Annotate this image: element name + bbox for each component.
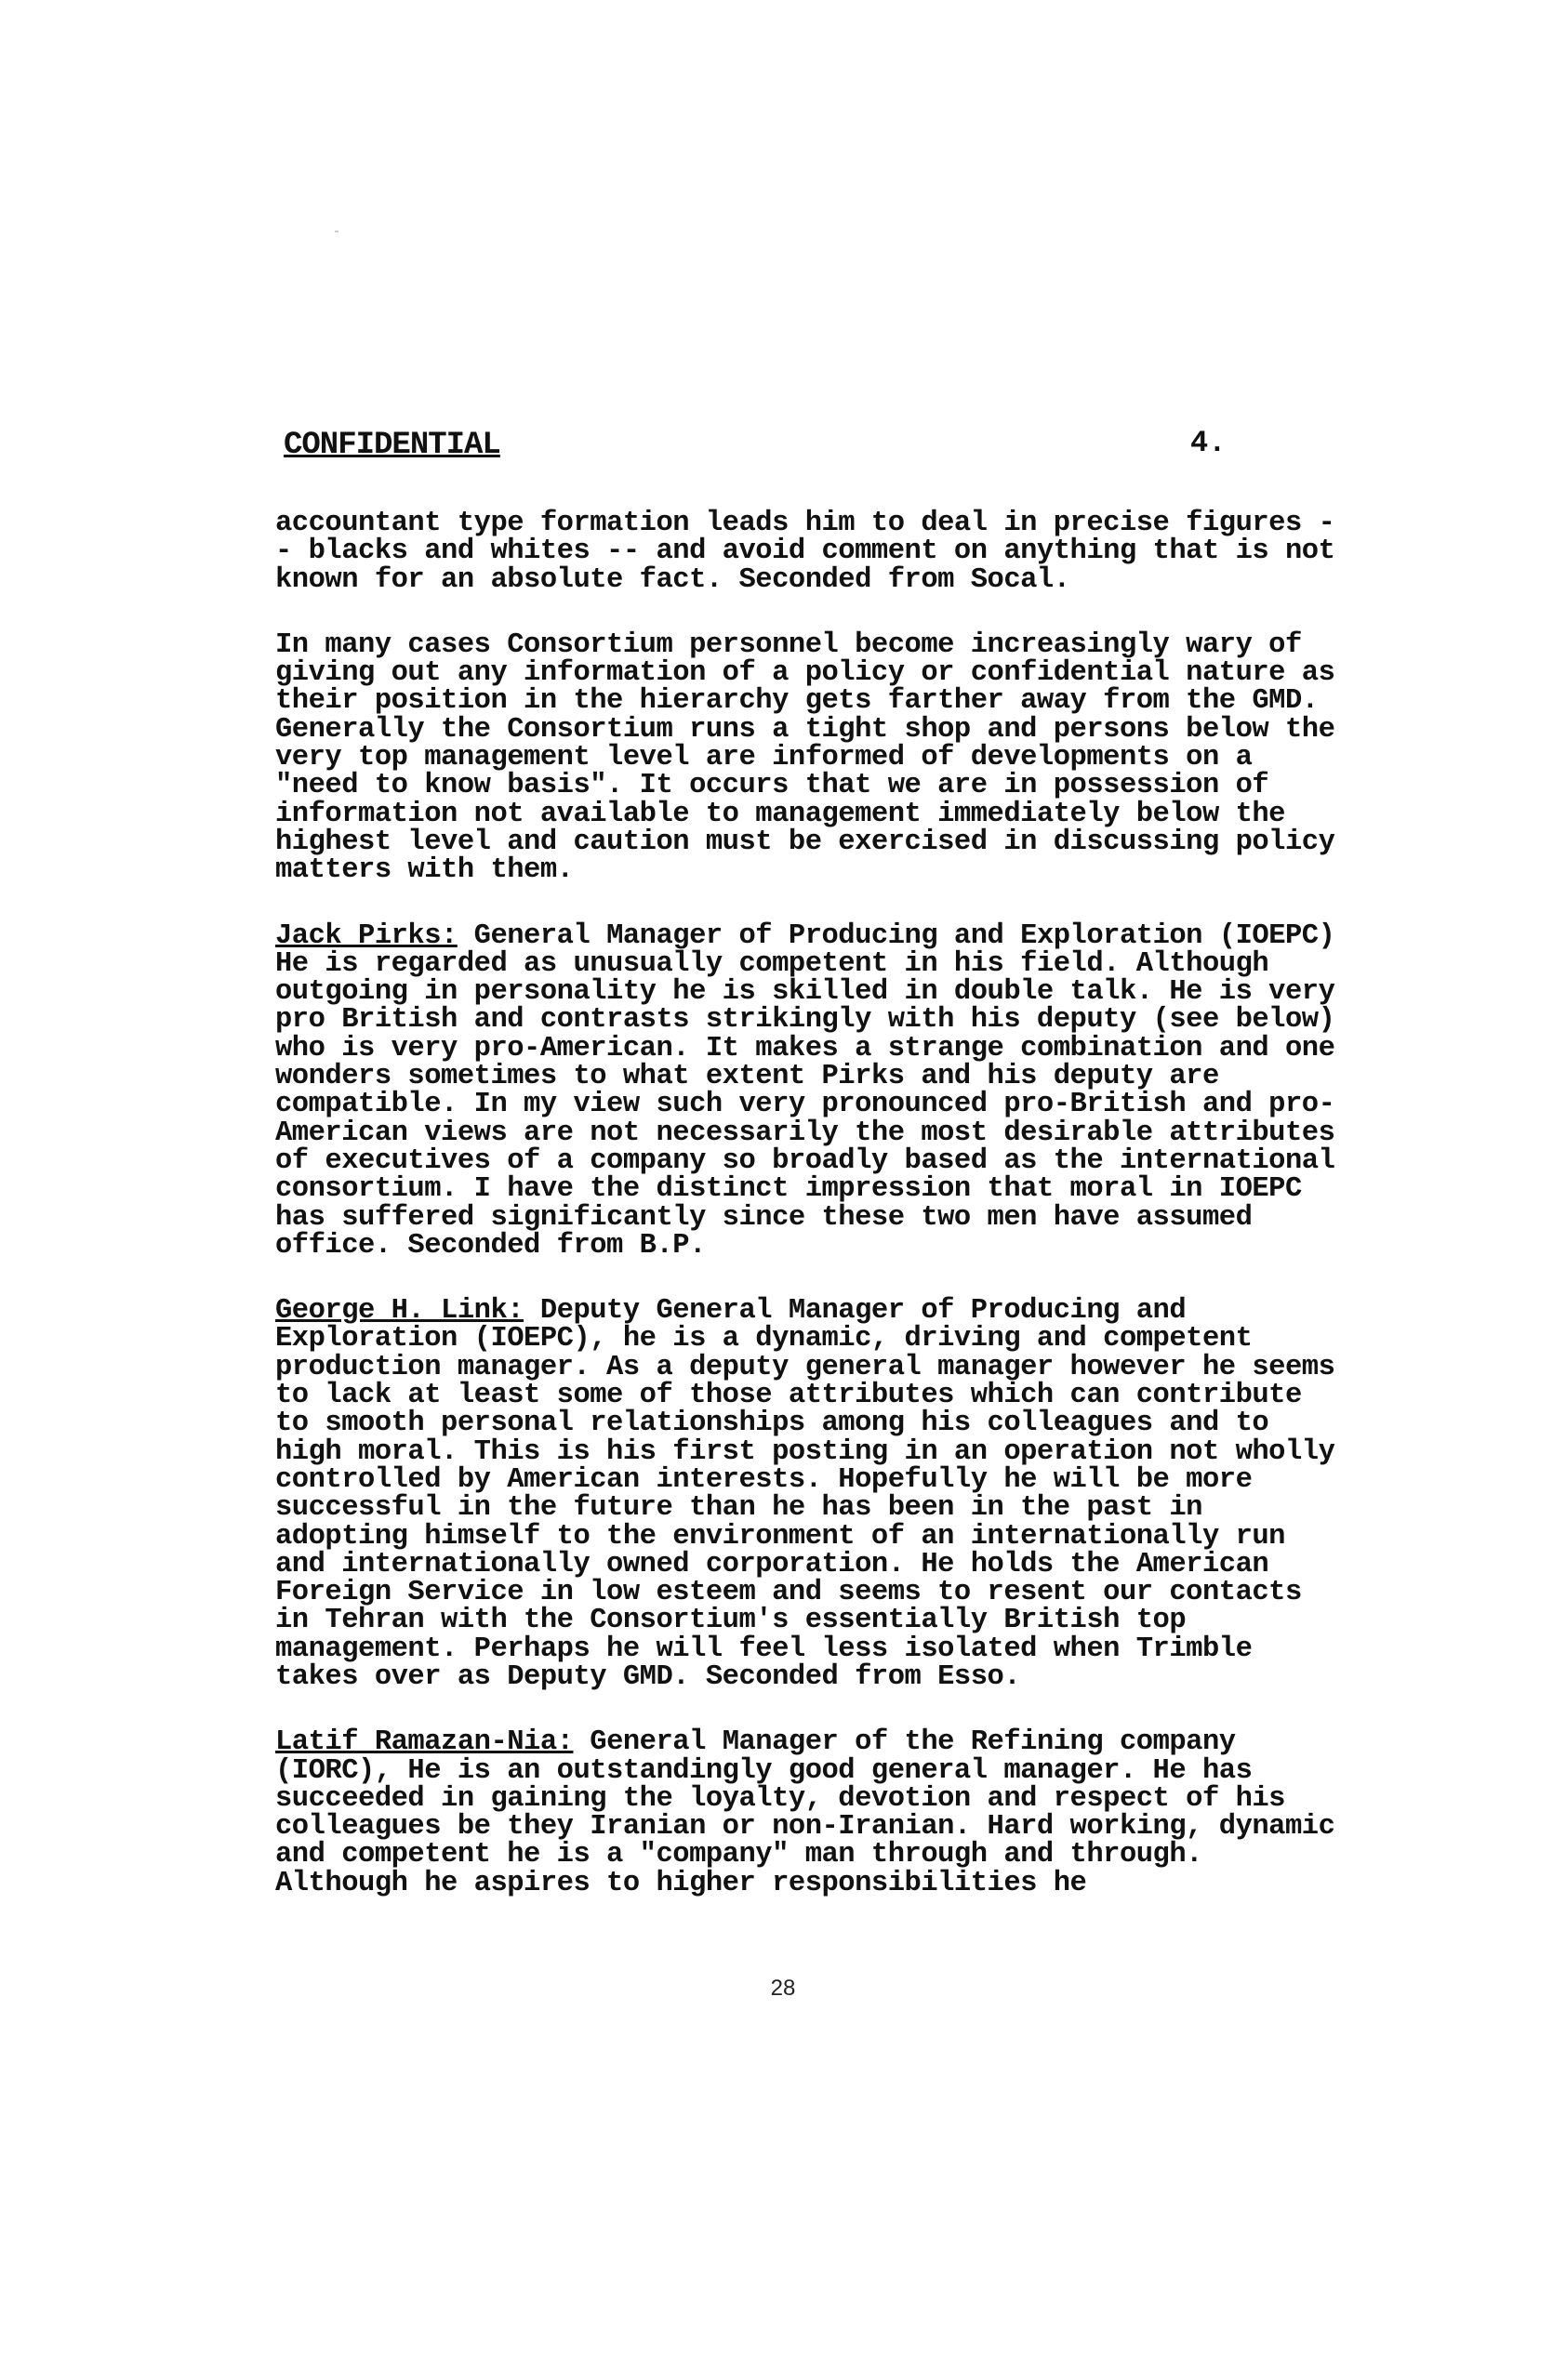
classification-label: CONFIDENTIAL	[284, 428, 500, 463]
internal-page-number: 4.	[1190, 426, 1227, 460]
page-number: 28	[770, 1976, 796, 2001]
paragraph-text: General Manager of Producing and Exploration (IOEPC) He is regarded as unusually competent in his field. Although outgoing in personality he is skilled in double talk. He is very pro British and contrasts strikingly with his deputy (see below) who is very pro-American. It makes a strange combination and one wonders sometimes to what extent Pirks and his deputy are compatible. In my view such very pronounced pro-British and pro-American views are not necessarily the most desirable attributes of executives of a company so broadly based as the international consortium. I have the distinct impression that moral in IOEPC has suffered significantly since these two men have assumed office. Seconded from B.P.	[275, 919, 1335, 1262]
paragraph-continuation	[275, 509, 1335, 594]
document-body	[275, 509, 1335, 1935]
paragraph-text: accountant type formation leads him to deal in precise figures -- blacks and whites -- and avoid comment on anything that is not known for an absolute fact. Seconded from Socal.	[275, 508, 1335, 596]
paragraph-text: General Manager of the Refining company (IORC), He is an outstandingly good general manager. He has succeeded in gaining the loyalty, devotion and respect of his colleagues be they Iranian or non-Iranian. Hard working, dynamic and competent he is a "company" man through and through. Although he aspires to higher responsibilities he	[275, 1726, 1335, 1899]
paragraph-jack-pirks	[275, 919, 1335, 1262]
paragraph-latif-ramazan-nia	[275, 1728, 1335, 1897]
scan-speck	[335, 231, 338, 232]
paragraph-text: Deputy General Manager of Producing and Exploration (IOEPC), he is a dynamic, driving and competent production manager. As a deputy general manager however he seems to lack at least some of those attributes which can contribute to smooth personal relationships among his colleagues and to high moral. This is his first posting in an operation not wholly controlled by American interests. Hopefully he will be more successful in the future than he has been in the past in adopting himself to the environment of an internationally run and internationally owned corporation. He holds the American Foreign Service in low esteem and seems to resent our contacts in Tehran with the Consortium's essentially British top management. Perhaps he will feel less isolated when Trimble takes over as Deputy GMD. Seconded from Esso.	[275, 1295, 1335, 1693]
person-name: Latif Ramazan-Nia:	[275, 1726, 574, 1759]
person-name: Jack Pirks:	[275, 919, 458, 952]
page-header	[284, 428, 1269, 465]
person-name: George H. Link:	[275, 1295, 524, 1328]
paragraph-consortium-personnel	[275, 628, 1335, 887]
paragraph-text: In many cases Consortium personnel become increasingly wary of giving out any information of a policy or confidential nature as their position in the hierarchy gets farther away from the GMD. Generally the Consortium runs a tight shop and persons below the very top management level are informed of developments on a "need to know basis". It occurs that we are in possession of information not available to management immediately below the highest level and caution must be exercised in discussing policy matters with them.	[275, 628, 1335, 887]
paragraph-george-link	[275, 1297, 1335, 1691]
